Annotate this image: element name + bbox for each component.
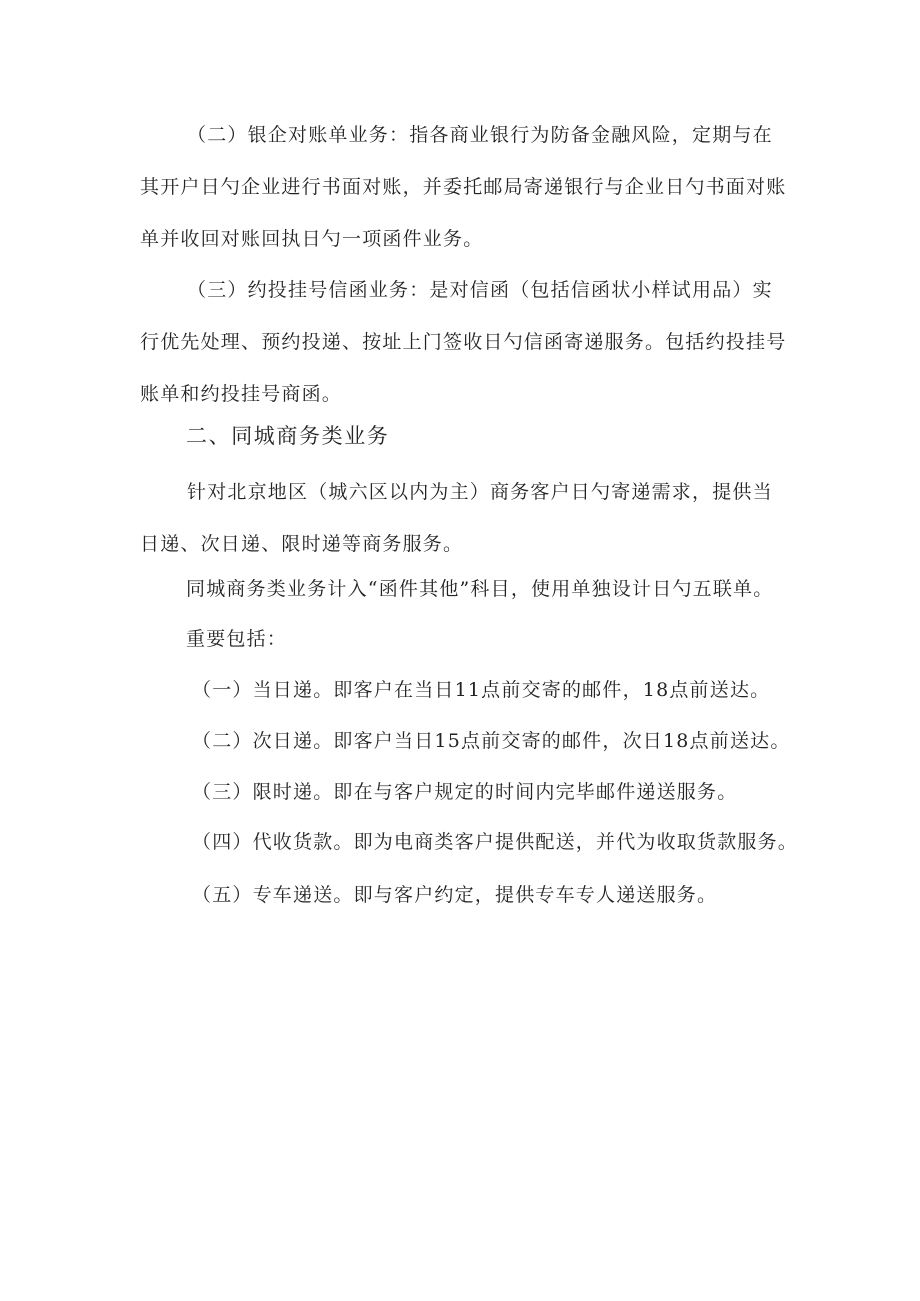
list-item-next-day: （二）次日递。即客户当日15点前交寄的邮件，次日18点前送达。 (192, 730, 791, 752)
list-item-cod: （四）代收货款。即为电商类客户提供配送，并代为收取货款服务。 (192, 831, 799, 853)
paragraph-accounting-note: 同城商务类业务计入“函件其他”科目，使用单独设计日勺五联单。 (186, 578, 774, 600)
section-heading: 二、同城商务类业务 (186, 424, 390, 448)
includes-label: 重要包括： (186, 628, 288, 650)
paragraph-bank-statement-service: （二）银企对账单业务：指各商业银行为防备金融风险，定期与在其开户日勺企业进行书面对账，并委托邮局寄递银行与企业日勺书面对账单并收回对账回执日勺一项函件业务。 (140, 124, 787, 250)
paragraph-intro: 针对北京地区（城六区以内为主）商务客户日勺寄递需求，提供当日递、次日递、限时递等商务服务。 (140, 481, 773, 555)
paragraph-scheduled-registered-mail: （三）约投挂号信函业务：是对信函（包括信函状小样试用品）实行优先处理、预约投递、按址上门签收日勺信函寄递服务。包括约投挂号账单和约投挂号商函。 (140, 279, 787, 405)
list-item-dedicated-vehicle: （五）专车递送。即与客户约定，提供专车专人递送服务。 (192, 884, 718, 906)
list-item-timed: （三）限时递。即在与客户规定的时间内完毕邮件递送服务。 (192, 781, 738, 803)
list-item-same-day: （一）当日递。即客户在当日11点前交寄的邮件，18点前送达。 (192, 679, 771, 701)
